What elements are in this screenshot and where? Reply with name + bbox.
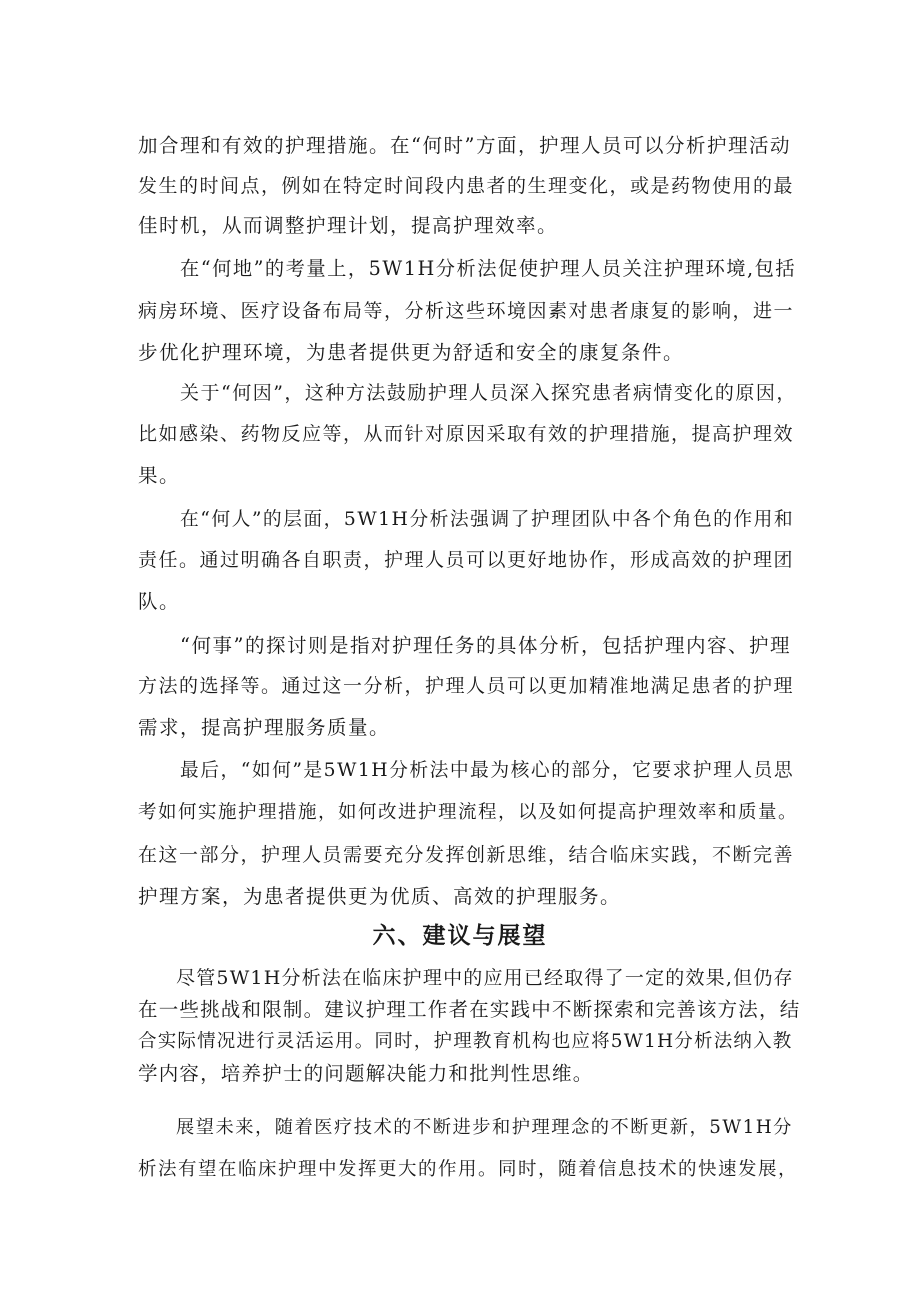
text-line: 合实际情况进行灵活运用。同时，护理教育机构也应将5W1H分析法纳入教 (138, 1031, 793, 1052)
text-line: 步优化护理环境，为患者提供更为舒适和安全的康复条件。 (138, 341, 685, 364)
paragraph-why (138, 373, 800, 496)
paragraph-when (138, 126, 800, 246)
text-line: 在这一部分，护理人员需要充分发挥创新思维，结合临床实践，不断完善 (138, 844, 795, 866)
text-line: 护理方案，为患者提供更为优质、高效的护理服务。 (138, 885, 622, 908)
paragraph-where (138, 248, 800, 374)
text-line: 关于“何因”，这种方法鼓励护理人员深入探究患者病情变化的原因， (180, 382, 797, 404)
paragraph-who (138, 499, 800, 622)
text-line: 学内容，培养护士的问题解决能力和批判性思维。 (138, 1062, 594, 1085)
section-heading: 六、建议与展望 (372, 923, 548, 949)
text-line: 在一些挑战和限制。建议护理工作者在实践中不断探索和完善该方法，结 (138, 998, 801, 1021)
text-line: 加合理和有效的护理措施。在“何时”方面，护理人员可以分析护理活动 (138, 134, 791, 157)
text-line: 佳时机，从而调整护理计划，提高护理效率。 (138, 214, 559, 237)
paragraph-how (138, 750, 800, 918)
text-line: 病房环境、医疗设备布局等，分析这些环境因素对患者康复的影响，进一 (138, 300, 795, 322)
text-line: 比如感染、药物反应等，从而针对原因采取有效的护理措施，提高护理效 (138, 423, 795, 445)
text-line: 析法有望在临床护理中发挥更大的作用。同时，随着信息技术的快速发展， (138, 1159, 799, 1180)
text-line: 在“何人”的层面，5W1H分析法强调了护理团队中各个角色的作用和 (180, 509, 795, 530)
text-line: 尽管5W1H分析法在临床护理中的应用已经取得了一定的效果,但仍存 (176, 967, 794, 989)
text-line: 最后，“如何”是5W1H分析法中最为核心的部分，它要求护理人员思 (180, 760, 795, 781)
text-line: 展望未来，随着医疗技术的不断进步和护理理念的不断更新，5W1H分 (176, 1117, 793, 1138)
paragraph-outlook (138, 1107, 800, 1191)
text-line: 方法的选择等。通过这一分析，护理人员可以更加精准地满足患者的护理 (138, 675, 795, 697)
text-line: 队。 (138, 590, 181, 613)
paragraph-what (138, 625, 800, 748)
text-line: 在“何地”的考量上，5W1H分析法促使护理人员关注护理环境,包括 (180, 257, 797, 280)
text-line: 发生的时间点，例如在特定时间段内患者的生理变化，或是药物使用的最 (138, 175, 795, 197)
paragraph-suggestions (138, 962, 800, 1090)
text-line: “何事”的探讨则是指对护理任务的具体分析，包括护理内容、护理 (180, 634, 791, 657)
text-line: 考如何实施护理措施，如何改进护理流程，以及如何提高护理效率和质量。 (138, 802, 799, 823)
text-line: 果。 (138, 464, 181, 487)
text-line: 需求，提高护理服务质量。 (138, 716, 391, 739)
text-line: 责任。通过明确各自职责，护理人员可以更好地协作，形成高效的护理团 (138, 549, 795, 571)
